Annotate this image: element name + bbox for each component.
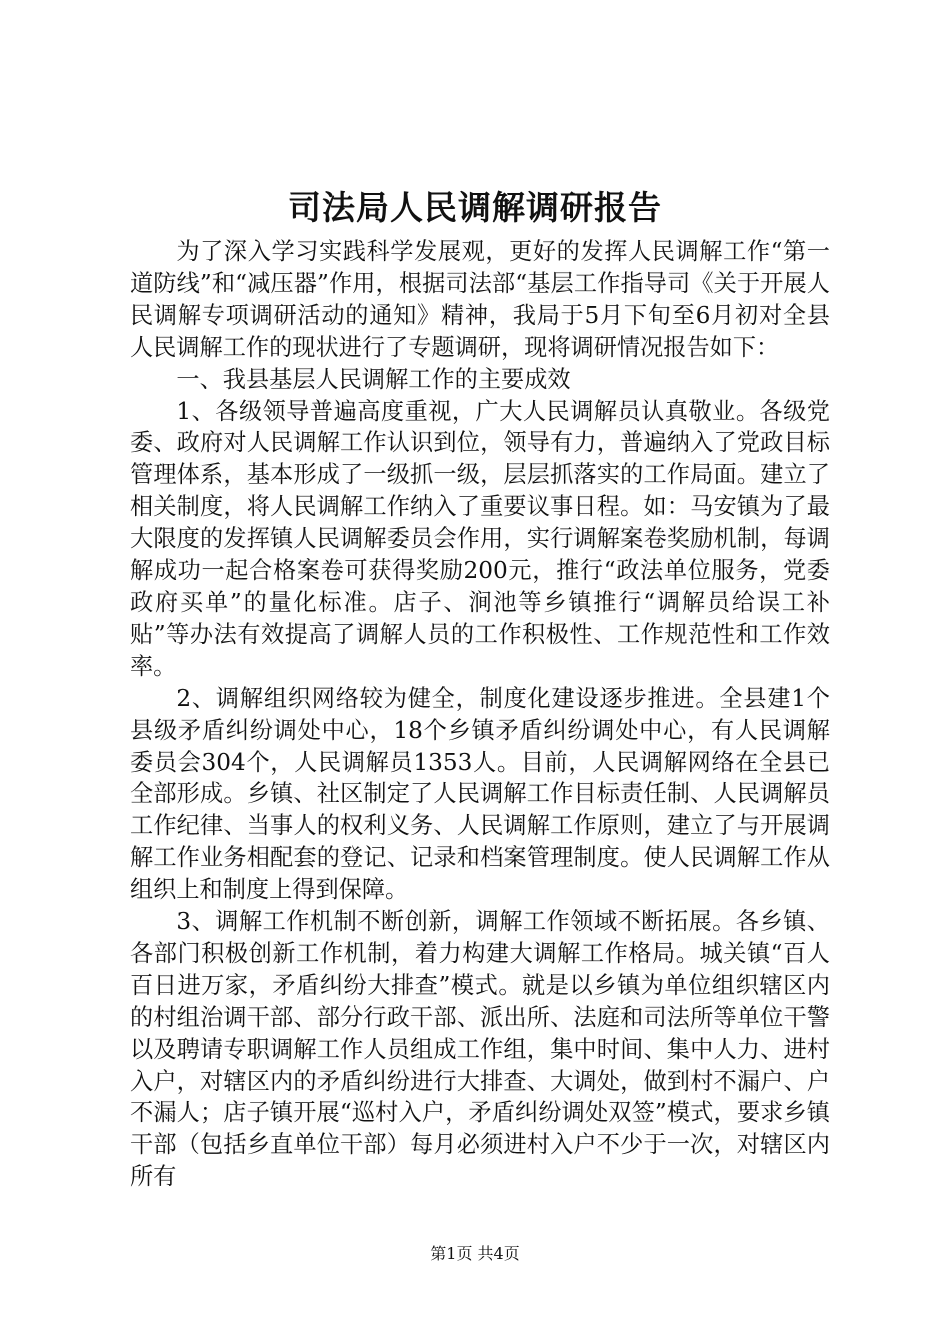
paragraph-point-3: 3、调解工作机制不断创新，调解工作领域不断拓展。各乡镇、各部门积极创新工作机制，着力构建大调解工作格局。城关镇“百人百日进万家，矛盾纠纷大排查”模式。就是以乡镇为单位组织辖区内的村组治调干部、部分行政干部、派出所、法庭和司法所等单位干警以及聘请专职调解工作人员组成工作组，集中时间、集中人力、进村入户，对辖区内的矛盾纠纷进行大排查、大调处，做到村不漏户、户不漏人；店子镇开展“巡村入户，矛盾纠纷调处双签”模式，要求乡镇干部（包括乡直单位干部）每月必须进村入户不少于一次，对辖区内所有 — [130, 908, 830, 1191]
paragraph-point-2: 2、调解组织网络较为健全，制度化建设逐步推进。全县建1个县级矛盾纠纷调处中心，18个乡镇矛盾纠纷调处中心，有人民调解委员会304个，人民调解员1353人。目前，人民调解网络在全县已全部形成。乡镇、社区制定了人民调解工作目标责任制、人民调解员工作纪律、当事人的权利义务、人民调解工作原则，建立了与开展调解工作业务相配套的登记、记录和档案管理制度。使人民调解工作从组织上和制度上得到保障。 — [130, 684, 830, 904]
paragraph-intro: 为了深入学习实践科学发展观，更好的发挥人民调解工作“第一道防线”和“减压器”作用，根据司法部“基层工作指导司《关于开展人民调解专项调研活动的通知》精神，我局于5月下旬至6月初对全县人民调解工作的现状进行了专题调研，现将调研情况报告如下： — [130, 238, 830, 361]
document-body — [130, 236, 830, 1193]
section-heading: 一、我县基层人民调解工作的主要成效 — [176, 365, 571, 393]
page-number-footer: 第1页 共4页 — [430, 1244, 520, 1263]
document-title: 司法局人民调解调研报告 — [288, 188, 662, 227]
paragraph-point-1: 1、各级领导普遍高度重视，广大人民调解员认真敬业。各级党委、政府对人民调解工作认识到位，领导有力，普遍纳入了党政目标管理体系，基本形成了一级抓一级，层层抓落实的工作局面。建立了相关制度，将人民调解工作纳入了重要议事日程。如：马安镇为了最大限度的发挥镇人民调解委员会作用，实行调解案卷奖励机制，每调解成功一起合格案卷可获得奖励200元，推行“政法单位服务，党委政府买单”的量化标准。店子、涧池等乡镇推行“调解员给误工补贴”等办法有效提高了调解人员的工作积极性、工作规范性和工作效率。 — [130, 397, 830, 680]
